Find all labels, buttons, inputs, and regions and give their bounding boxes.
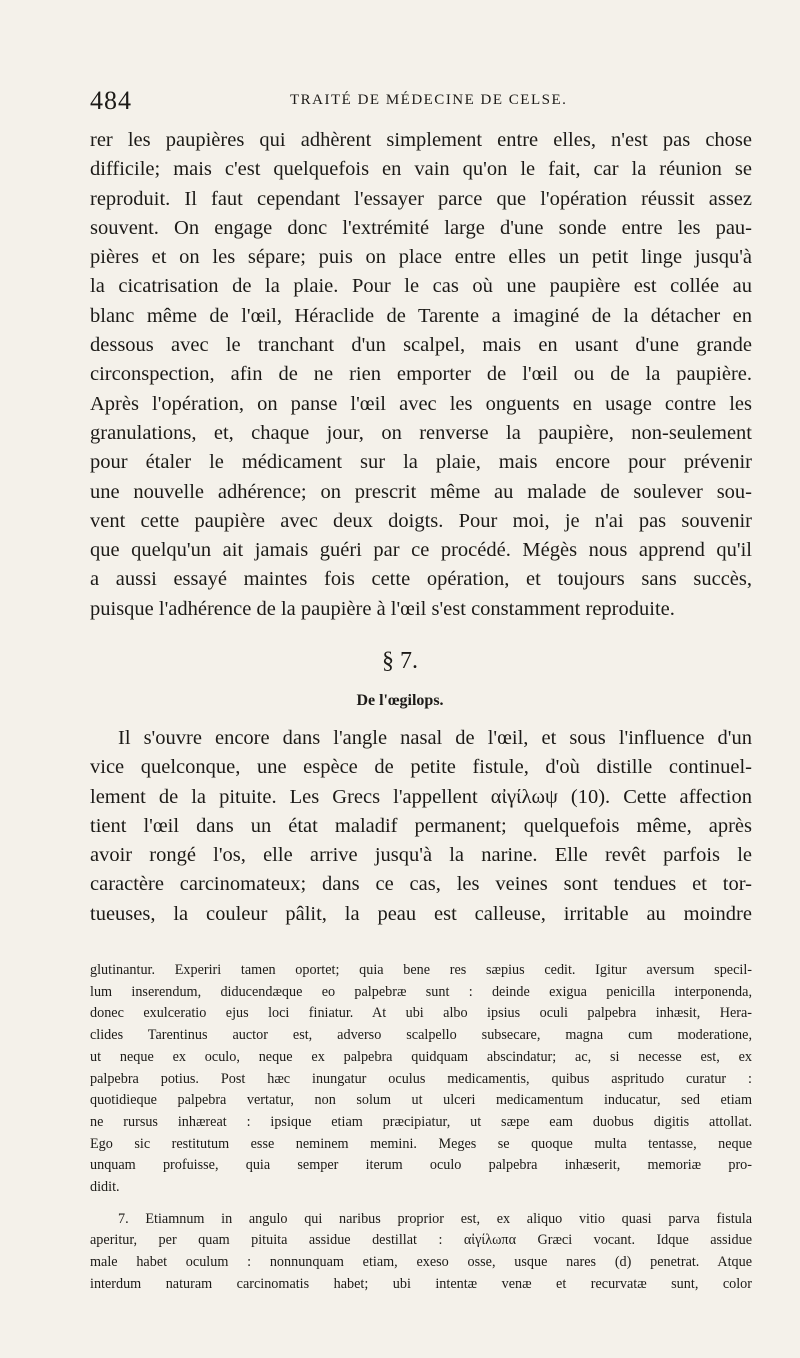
note-line: aperitur, per quam pituita assidue destillat : αἰγίλωπα Græci vocant. Idque assidue xyxy=(90,1232,752,1249)
text-line: Il s'ouvre encore dans l'angle nasal de l'œil, et sous l'influence d'un xyxy=(118,727,752,749)
text-line: difficile; mais c'est quelquefois en vain qu'on le fait, car la réunion se xyxy=(90,158,752,181)
note-spacer xyxy=(90,1199,752,1209)
note-line: glutinantur. Experiri tamen oportet; quia bene res sæpius cedit. Igitur aversum specil- xyxy=(90,962,752,978)
latin-footnotes xyxy=(90,960,752,1296)
note-line: unquam profuisse, quia semper iterum oculo palpebra inhæserit, memoriæ pro- xyxy=(90,1157,752,1174)
main-text-block-1 xyxy=(90,126,752,624)
text-line: vice quelconque, une espèce de petite fistule, d'où distille continuel- xyxy=(90,756,752,779)
text-line: avoir rongé l'os, elle arrive jusqu'à la narine. Elle revêt parfois le xyxy=(90,844,752,867)
note-line: didit. xyxy=(90,1179,120,1196)
text-line: tient l'œil dans un état maladif permanent; quelquefois même, après xyxy=(90,814,752,837)
note-line: clides Tarentinus auctor est, adverso scalpello subsecare, magna cum moderatione, xyxy=(90,1027,752,1044)
note-line: 7. Etiamnum in angulo qui naribus proprior est, ex aliquo vitio quasi parva fistula xyxy=(118,1210,752,1227)
text-line: souvent. On engage donc l'extrémité large d'une sonde entre les pau- xyxy=(90,216,752,239)
running-title: TRAITÉ DE MÉDECINE DE CELSE. xyxy=(290,92,568,108)
text-line: la cicatrisation de la plaie. Pour le cas où une paupière est collée au xyxy=(90,275,752,298)
note-line: male habet oculum : nonnunquam etiam, exeso osse, usque nares (d) penetrat. Atque xyxy=(90,1254,752,1271)
text-line: tueuses, la couleur pâlit, la peau est calleuse, irritable au moindre xyxy=(90,902,752,925)
text-line: une nouvelle adhérence; on prescrit même au malade de soulever sou- xyxy=(90,480,752,503)
page-header xyxy=(90,86,710,116)
text-line: rer les paupières qui adhèrent simplement entre elles, n'est pas chose xyxy=(90,129,752,151)
note-line: palpebra potius. Post hæc inungatur oculus medicamentis, quibus aspritudo curatur : xyxy=(90,1070,752,1087)
section-number: § 7. xyxy=(382,648,418,674)
text-line: pour étaler le médicament sur la plaie, mais encore pour prévenir xyxy=(90,451,752,474)
text-line: a aussi essayé maintes fois cette opération, et toujours sans succès, xyxy=(90,568,752,591)
text-line: pières et on les sépare; puis on place entre elles un petit linge jusqu'à xyxy=(90,246,752,269)
text-line: puisque l'adhérence de la paupière à l'œil s'est constamment reproduite. xyxy=(90,597,675,620)
note-line: lum inserendum, diducendæque eo palpebræ sunt : deinde exigua penicilla interponenda, xyxy=(90,983,752,1000)
text-line: que quelqu'un ait jamais guéri par ce procédé. Mégès nous apprend qu'il xyxy=(90,539,752,562)
text-line: caractère carcinomateux; dans ce cas, les veines sont tendues et tor- xyxy=(90,873,752,896)
page-number: 484 xyxy=(90,86,132,115)
text-line: circonspection, afin de ne rien emporter de l'œil ou de la paupière. xyxy=(90,363,752,386)
text-line: blanc même de l'œil, Héraclide de Tarente a imaginé de la détacher en xyxy=(90,304,752,327)
note-line: quotidieque palpebra vertatur, non solum ut ulceri medicamentum inducatur, sed etiam xyxy=(90,1092,752,1109)
section-title: De l'œgilops. xyxy=(356,692,444,709)
note-line: ne rursus inhæreat : ipsique etiam præcipiatur, ut sæpe eam duobus digitis attollat. xyxy=(90,1113,752,1130)
text-line: Après l'opération, on panse l'œil avec les onguents en usage contre les xyxy=(90,392,752,415)
text-line: reproduit. Il faut cependant l'essayer parce que l'opération réussit assez xyxy=(90,187,752,210)
text-line: granulations, et, chaque jour, on renverse la paupière, non-seulement xyxy=(90,421,752,444)
text-line: dessous avec le tranchant d'un scalpel, mais en usant d'une grande xyxy=(90,334,752,357)
note-line: donec exulceratio ejus loci finiatur. At ubi albo ipsius oculi palpebra inhæsit, Hera- xyxy=(90,1005,752,1022)
note-line: Ego sic restitutum esse neminem memini. Meges se quoque multa tentasse, neque xyxy=(90,1135,752,1152)
note-line: ut neque ex oculo, neque ex palpebra quidquam abscindatur; ac, si necesse est, ex xyxy=(90,1048,752,1065)
note-line: interdum naturam carcinomatis habet; ubi intentæ venæ et recurvatæ sunt, color xyxy=(90,1275,752,1292)
main-text-block-2 xyxy=(90,724,752,929)
text-line: vent cette paupière avec deux doigts. Pour moi, je n'ai pas souvenir xyxy=(90,509,752,532)
text-line: lement de la pituite. Les Grecs l'appellent αἰγίλωψ (10). Cette affection xyxy=(90,785,752,808)
